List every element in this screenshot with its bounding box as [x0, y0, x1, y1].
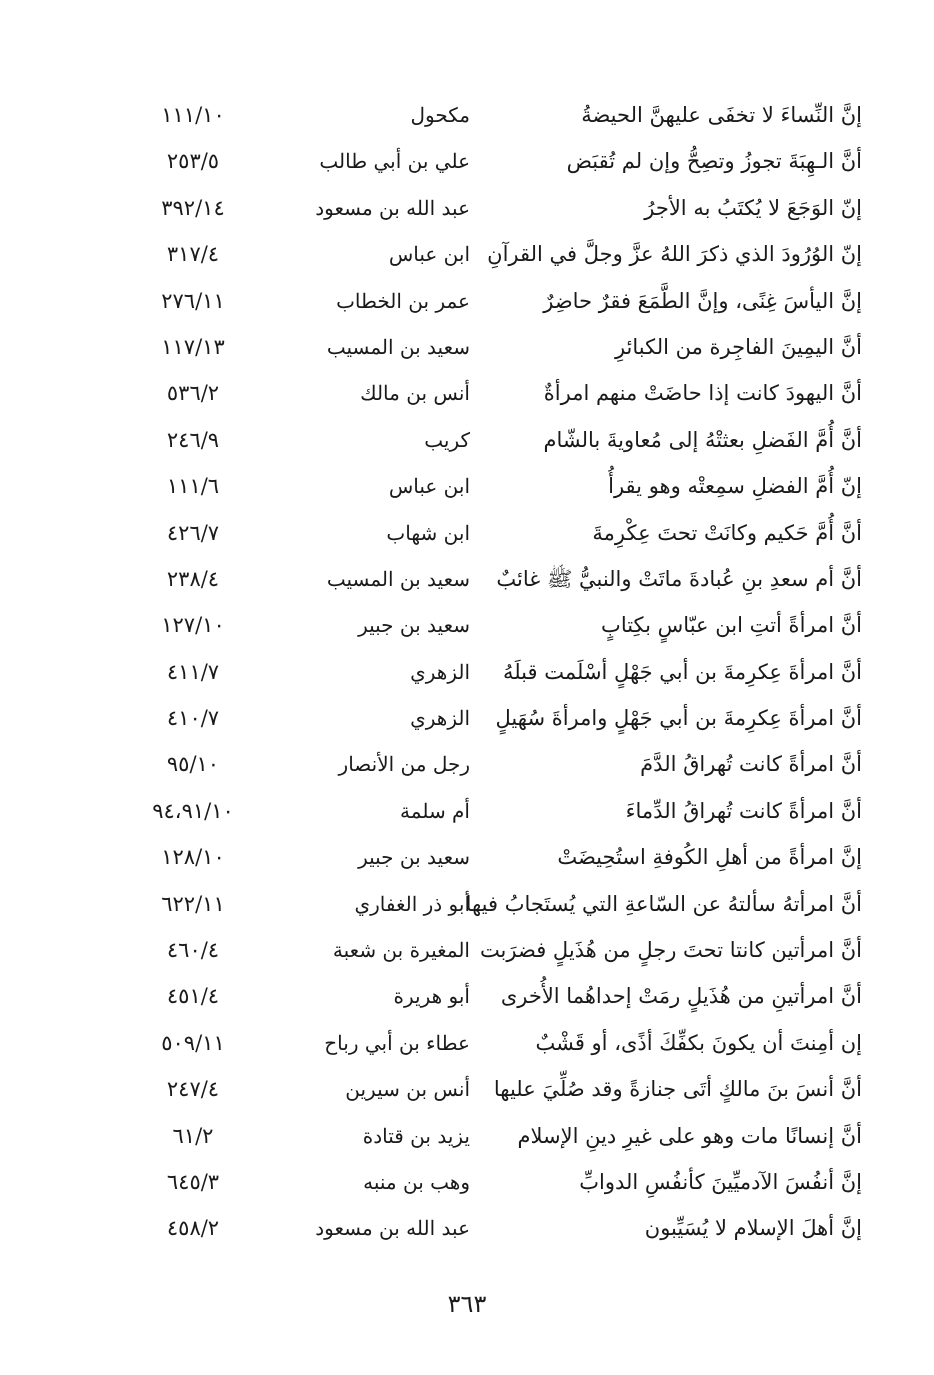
- table-row: [100, 138, 870, 184]
- hadith-text: إنَّ اليأسَ غِنًى، وإنَّ الطَّمَعَ فقرٌ حاضِرٌ: [543, 288, 862, 313]
- volume-page-ref: ٩٥/١٠: [166, 752, 220, 777]
- narrator-name: الزهري: [410, 706, 470, 731]
- hadith-text: أنَّ الـهِبَةَ تجوزُ وتصِحُّ وإن لم تُقبَض: [566, 149, 862, 174]
- table-row: [100, 370, 870, 416]
- narrator-name: الزهري: [410, 659, 470, 684]
- hadith-text: أنَّ امرأةَ عِكرِمةَ بن أبي جَهْلٍ وامرأةَ سُهَيلٍ: [495, 706, 862, 731]
- volume-page-ref: ١٢٨/١٠: [161, 845, 225, 870]
- table-row: [100, 927, 870, 973]
- hadith-text: أنَّ امرأتين كانتا تحتَ رجلٍ من هُذَيلٍ فضرَبت: [479, 938, 862, 963]
- table-row: [100, 231, 870, 277]
- volume-page-ref: ٣١٧/٤: [166, 242, 220, 267]
- hadith-text: أنَّ إنسانًا مات وهو على غيرِ دينِ الإسلام: [517, 1123, 862, 1148]
- volume-page-ref: ١١١/١٠: [161, 103, 225, 127]
- narrator-name: رجل من الأنصار: [338, 752, 470, 777]
- volume-page-ref: ٦٤٥/٣: [166, 1169, 220, 1194]
- table-row: [100, 1113, 870, 1159]
- narrator-name: مكحول: [410, 103, 470, 127]
- volume-page-ref: ٢٤٧/٤: [166, 1077, 220, 1102]
- narrator-name: عبد الله بن مسعود: [315, 195, 470, 220]
- hadith-text: إنَّ النِّساءَ لا تخفَى عليهنَّ الحيضةُ: [581, 103, 862, 127]
- narrator-name: ابن عباس: [388, 474, 470, 499]
- table-row: [100, 973, 870, 1019]
- table-row: [100, 788, 870, 834]
- narrator-name: أبو هريرة: [393, 984, 470, 1009]
- narrator-name: علي بن أبي طالب: [319, 149, 470, 174]
- table-row: [100, 1020, 870, 1066]
- volume-page-ref: ٤٥١/٤: [166, 984, 220, 1009]
- page-number: ٣٦٣: [447, 1290, 487, 1318]
- table-row: [100, 556, 870, 602]
- narrator-name: كريب: [424, 427, 470, 452]
- hadith-index-table: [100, 92, 870, 1252]
- narrator-name: سعيد بن المسيب: [326, 334, 470, 359]
- hadith-text: أنَّ امرأةً كانت تُهراقُ الدِّماءَ: [625, 798, 862, 823]
- volume-page-ref: ٩٤،٩١/١٠: [152, 798, 234, 823]
- table-row: [100, 695, 870, 741]
- volume-page-ref: ٢٥٣/٥: [166, 149, 220, 174]
- table-row: [100, 278, 870, 324]
- table-row: [100, 881, 870, 927]
- volume-page-ref: ٢٣٨/٤: [166, 566, 220, 591]
- narrator-name: أنس بن سيرين: [345, 1077, 470, 1102]
- volume-page-ref: ٤٢٦/٧: [166, 520, 220, 545]
- narrator-name: ابن شهاب: [386, 520, 470, 545]
- volume-page-ref: ٢٧٦/١١: [161, 288, 225, 313]
- volume-page-ref: ١٢٧/١٠: [161, 613, 225, 638]
- hadith-text: أنَّ امرأةً كانت تُهراقُ الدَّمَ: [640, 752, 862, 777]
- table-row: [100, 92, 870, 138]
- hadith-text: إنّ الوُرُودَ الذي ذكرَ اللهُ عزَّ وجلَّ في القرآنِ: [487, 242, 862, 267]
- narrator-name: سعيد بن جبير: [358, 613, 470, 638]
- table-row: [100, 1159, 870, 1205]
- hadith-text: أنَّ اليمِينَ الفاجِرة من الكبائرِ: [614, 334, 862, 359]
- volume-page-ref: ٥٣٦/٢: [166, 381, 220, 406]
- volume-page-ref: ٥٠٩/١١: [161, 1030, 225, 1055]
- narrator-name: أبو ذر الغفاري: [354, 891, 470, 916]
- volume-page-ref: ٤٦٠/٤: [166, 938, 220, 963]
- hadith-text: إنَّ أنفُسَ الآدميِّينَ كأنفُسِ الدوابِّ: [579, 1169, 862, 1194]
- narrator-name: ابن عباس: [388, 242, 470, 267]
- table-row: [100, 417, 870, 463]
- hadith-text: أنَّ اليهودَ كانت إذا حاضَتْ منهم امرأةٌ: [543, 381, 862, 406]
- table-row: [100, 185, 870, 231]
- table-row: [100, 741, 870, 787]
- volume-page-ref: ٦١/٢: [172, 1123, 214, 1148]
- hadith-text: أنَّ امرأتهُ سألتهُ عن السّاعةِ التي يُستَجابُ فيها: [465, 891, 862, 916]
- table-row: [100, 602, 870, 648]
- volume-page-ref: ٣٩٢/١٤: [161, 195, 225, 220]
- table-row: [100, 834, 870, 880]
- hadith-text: أنَّ أُمَّ الفَضلِ بعثتْهُ إلى مُعاويةَ بالشّام: [543, 427, 862, 452]
- table-row: [100, 649, 870, 695]
- volume-page-ref: ٤١١/٧: [166, 659, 220, 684]
- hadith-text: أنَّ أنسَ بنَ مالكٍ أتَى جنازةً وقد صُلِّيَ عليها: [493, 1077, 862, 1102]
- volume-page-ref: ٤٥٨/٢: [166, 1216, 220, 1241]
- narrator-name: يزيد بن قتادة: [362, 1123, 470, 1148]
- narrator-name: سعيد بن المسيب: [326, 566, 470, 591]
- table-row: [100, 324, 870, 370]
- narrator-name: أم سلمة: [400, 798, 470, 823]
- volume-page-ref: ١١١/٦: [166, 474, 220, 499]
- hadith-text: إنّ أُمَّ الفضلِ سمِعتْه وهو يقرأُ: [608, 474, 862, 499]
- hadith-text: إن أمِنتَ أن يكونَ بكفِّكَ أذًى، أو قَشْبٌ: [535, 1030, 862, 1055]
- narrator-name: المغيرة بن شعبة: [332, 938, 470, 963]
- volume-page-ref: ٢٤٦/٩: [166, 427, 220, 452]
- volume-page-ref: ٤١٠/٧: [166, 706, 220, 731]
- hadith-text: أنَّ امرأةً أتتِ ابن عبّاسٍ بكِتابٍ: [601, 613, 862, 638]
- table-row: [100, 463, 870, 509]
- hadith-text: إنّ الوَجَعَ لا يُكتَبُ به الأجرُ: [644, 195, 862, 220]
- table-row: [100, 510, 870, 556]
- hadith-text: إنَّ امرأةً من أهلِ الكُوفةِ استُحِيضَتْ: [557, 845, 862, 870]
- hadith-text: أنَّ أُمَّ حَكيم وكانَتْ تحتَ عِكْرِمةَ: [592, 520, 862, 545]
- narrator-name: عمر بن الخطاب: [336, 288, 470, 313]
- narrator-name: أنس بن مالك: [360, 381, 470, 406]
- volume-page-ref: ٦٢٢/١١: [161, 891, 225, 916]
- hadith-text: أنَّ امرأةَ عِكرِمةَ بن أبي جَهْلٍ أسْلَمت قبلَهُ: [502, 659, 862, 684]
- volume-page-ref: ١١٧/١٣: [161, 334, 225, 359]
- narrator-name: وهب بن منبه: [363, 1169, 470, 1194]
- table-row: [100, 1205, 870, 1251]
- hadith-text: أنَّ أم سعدِ بنِ عُبادةَ ماتَتْ والنبيُّ ﷺ غائبٌ: [496, 566, 862, 591]
- hadith-text: أنَّ امرأتينِ من هُذَيلٍ رمَتْ إحداهُما الأُخرى: [500, 984, 862, 1009]
- narrator-name: سعيد بن جبير: [358, 845, 470, 870]
- narrator-name: عطاء بن أبي رباح: [324, 1030, 470, 1055]
- table-row: [100, 1066, 870, 1112]
- hadith-text: إنَّ أهلَ الإسلام لا يُسَيِّبون: [644, 1216, 862, 1241]
- narrator-name: عبد الله بن مسعود: [315, 1216, 470, 1241]
